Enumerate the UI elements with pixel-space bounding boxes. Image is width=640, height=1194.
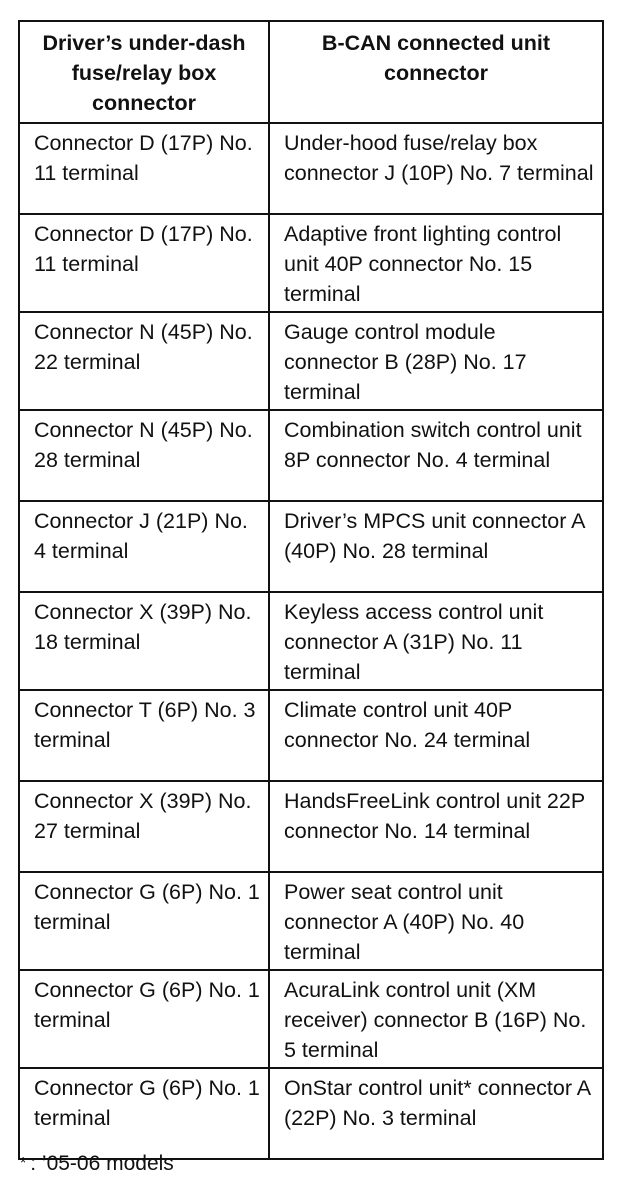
table-row bbox=[19, 123, 603, 214]
under-dash-connector-cell: Connector D (17P) No. 11 terminal bbox=[19, 123, 269, 214]
under-dash-connector-cell: Connector T (6P) No. 3 terminal bbox=[19, 690, 269, 781]
under-dash-connector-cell: Connector G (6P) No. 1 terminal bbox=[19, 970, 269, 1068]
under-dash-connector-cell: Connector G (6P) No. 1 terminal bbox=[19, 1068, 269, 1159]
table-row bbox=[19, 592, 603, 690]
table-row bbox=[19, 501, 603, 592]
table-row bbox=[19, 970, 603, 1068]
bcan-unit-connector-cell: Adaptive front lighting control unit 40P connector No. 15 terminal bbox=[269, 214, 603, 312]
bcan-unit-connector-cell: OnStar control unit* connector A (22P) No. 3 terminal bbox=[269, 1068, 603, 1159]
under-dash-connector-cell: Connector X (39P) No. 18 terminal bbox=[19, 592, 269, 690]
under-dash-connector-cell: Connector J (21P) No. 4 terminal bbox=[19, 501, 269, 592]
under-dash-connector-cell: Connector N (45P) No. 22 terminal bbox=[19, 312, 269, 410]
bcan-unit-connector-cell: Keyless access control unit connector A (31P) No. 11 terminal bbox=[269, 592, 603, 690]
bcan-unit-connector-cell: AcuraLink control unit (XM receiver) connector B (16P) No. 5 terminal bbox=[269, 970, 603, 1068]
bcan-unit-connector-cell: Power seat control unit connector A (40P) No. 40 terminal bbox=[269, 872, 603, 970]
bcan-unit-connector-cell: HandsFreeLink control unit 22P connector No. 14 terminal bbox=[269, 781, 603, 872]
bcan-unit-connector-cell: Climate control unit 40P connector No. 24 terminal bbox=[269, 690, 603, 781]
under-dash-connector-cell: Connector G (6P) No. 1 terminal bbox=[19, 872, 269, 970]
table-row bbox=[19, 410, 603, 501]
connector-table bbox=[18, 20, 604, 1160]
under-dash-connector-cell: Connector X (39P) No. 27 terminal bbox=[19, 781, 269, 872]
table-row bbox=[19, 690, 603, 781]
bcan-unit-connector-cell: Gauge control module connector B (28P) No. 17 terminal bbox=[269, 312, 603, 410]
table-row bbox=[19, 872, 603, 970]
table-row bbox=[19, 781, 603, 872]
under-dash-connector-cell: Connector N (45P) No. 28 terminal bbox=[19, 410, 269, 501]
connector-table-container bbox=[18, 20, 602, 1160]
header-bcan-unit-connector: B-CAN connected unit connector bbox=[269, 21, 603, 123]
under-dash-connector-cell: Connector D (17P) No. 11 terminal bbox=[19, 214, 269, 312]
bcan-unit-connector-cell: Combination switch control unit 8P connector No. 4 terminal bbox=[269, 410, 603, 501]
footnote-text: : ’05-06 models bbox=[30, 1152, 174, 1175]
footnote bbox=[20, 1150, 174, 1178]
table-row bbox=[19, 214, 603, 312]
table-header-row bbox=[19, 21, 603, 123]
bcan-unit-connector-cell: Under-hood fuse/relay box connector J (10P) No. 7 terminal bbox=[269, 123, 603, 214]
table-row bbox=[19, 312, 603, 410]
footnote-marker: * bbox=[20, 1155, 27, 1172]
table-row bbox=[19, 1068, 603, 1159]
header-under-dash-connector: Driver’s under-dash fuse/relay box connector bbox=[19, 21, 269, 123]
bcan-unit-connector-cell: Driver’s MPCS unit connector A (40P) No. 28 terminal bbox=[269, 501, 603, 592]
